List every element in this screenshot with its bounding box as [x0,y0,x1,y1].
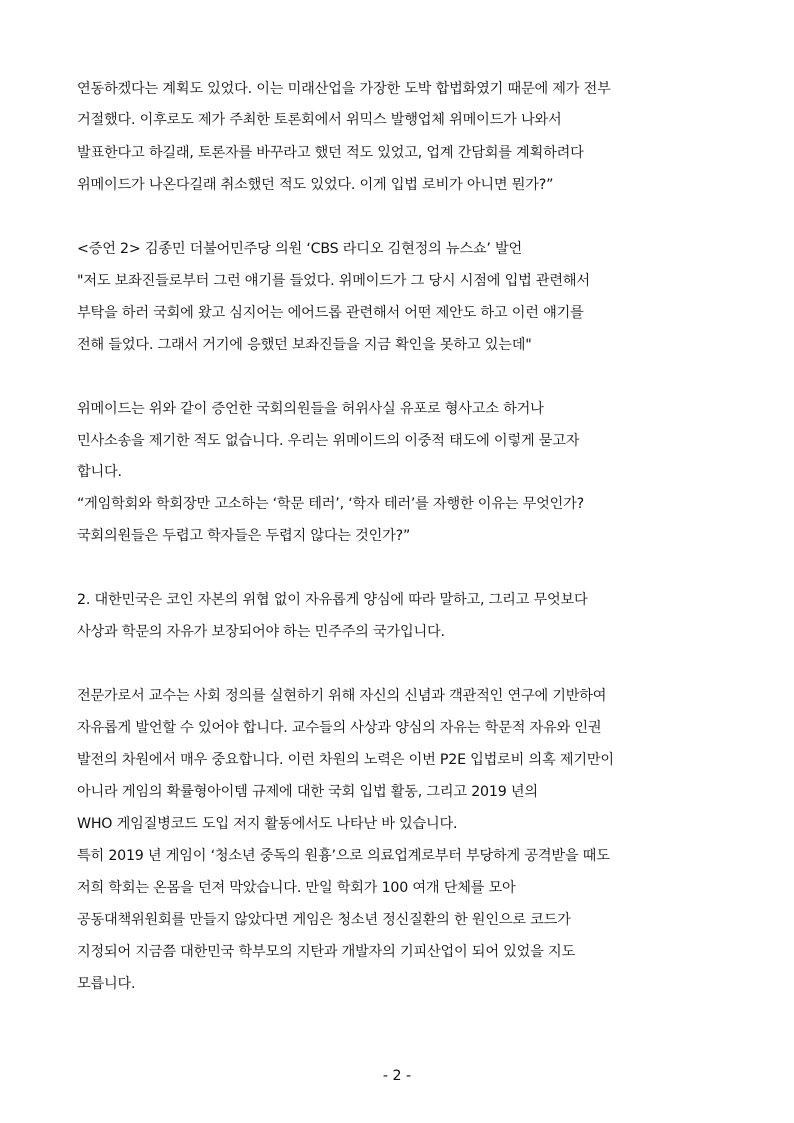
paragraph-5-line-1: 전문가로서 교수는 사회 정의를 실현하기 위해 자신의 신념과 객관적인 연구에 기반하여 [77,688,607,704]
paragraph-1-line-4: 위메이드가 나온다길래 취소했던 적도 있었다. 이게 입법 로비가 아니면 뭔가?” [77,177,554,193]
paragraph-5-line-9: 지정되어 지금쯤 대한민국 학부모의 지탄과 개발자의 기피산업이 되어 있었을 지도 [77,944,575,960]
paragraph-5-line-4: 아니라 게임의 확률형아이템 규제에 대한 국회 입법 활동, 그리고 2019 년의 [77,784,538,800]
paragraph-5-line-2: 자유롭게 발언할 수 있어야 합니다. 교수들의 사상과 양심의 자유는 학문적 자유와 인권 [77,720,602,736]
paragraph-1-line-3: 발표한다고 하길래, 토론자를 바꾸라고 했던 적도 있었고, 업계 간담회를 계획하려다 [77,145,584,161]
paragraph-1-line-2: 거절했다. 이후로도 제가 주최한 토론회에서 위믹스 발행업체 위메이드가 나와서 [77,112,562,128]
paragraph-3-line-2: 민사소송을 제기한 적도 없습니다. 우리는 위메이드의 이중적 태도에 이렇게 묻고자 [77,433,580,449]
paragraph-5-line-7: 저희 학회는 온몸을 던져 막았습니다. 만일 학회가 100 여개 단체를 모아 [77,880,516,896]
paragraph-2-line-3: 부탁을 하러 국회에 왔고 심지어는 에어드롭 관련해서 어떤 제안도 하고 이런 얘기를 [77,305,584,321]
testimony-2-heading: <증언 2> 김종민 더불어민주당 의원 ‘CBS 라디오 김현정의 뉴스쇼’ 발언 [77,241,523,257]
paragraph-5-line-5: WHO 게임질병코드 도입 저지 활동에서도 나타난 바 있습니다. [77,816,458,832]
paragraph-5-line-10: 모릅니다. [77,976,136,992]
paragraph-3-line-5: 국회의원들은 두렵고 학자들은 두렵지 않다는 것인가?” [77,528,411,544]
section-2-heading-line-2: 사상과 학문의 자유가 보장되어야 하는 민주주의 국가입니다. [77,624,445,640]
paragraph-3-line-1: 위메이드는 위와 같이 증언한 국회의원들을 허위사실 유포로 형사고소 하거나 [77,401,544,417]
paragraph-3-line-4: “게임학회와 학회장만 고소하는 ‘학문 테러’, ‘학자 테러’를 자행한 이유는 무엇인가? [77,496,584,512]
paragraph-1-line-1: 연동하겠다는 계획도 있었다. 이는 미래산업을 가장한 도박 합법화였기 때문에 제가 전부 [77,81,611,97]
paragraph-2-line-2: "저도 보좌진들로부터 그런 얘기를 들었다. 위메이드가 그 당시 시점에 입법 관련해서 [77,273,590,289]
paragraph-2-line-4: 전해 들었다. 그래서 거기에 응했던 보좌진들을 지금 확인을 못하고 있는데" [77,337,532,353]
paragraph-5-line-8: 공동대책위원회를 만들지 않았다면 게임은 청소년 정신질환의 한 원인으로 코드가 [77,912,571,928]
section-2-heading-line-1: 2. 대한민국은 코인 자본의 위협 없이 자유롭게 양심에 따라 말하고, 그리고 무엇보다 [77,592,588,608]
paragraph-5-line-6: 특히 2019 년 게임이 ‘청소년 중독의 원흉’으로 의료업계로부터 부당하게 공격받을 때도 [77,848,610,864]
paragraph-5-line-3: 발전의 차원에서 매우 중요합니다. 이런 차원의 노력은 이번 P2E 입법로비 의혹 제기만이 [77,752,614,768]
page-number: - 2 - [382,1068,412,1084]
paragraph-3-line-3: 합니다. [77,464,122,480]
